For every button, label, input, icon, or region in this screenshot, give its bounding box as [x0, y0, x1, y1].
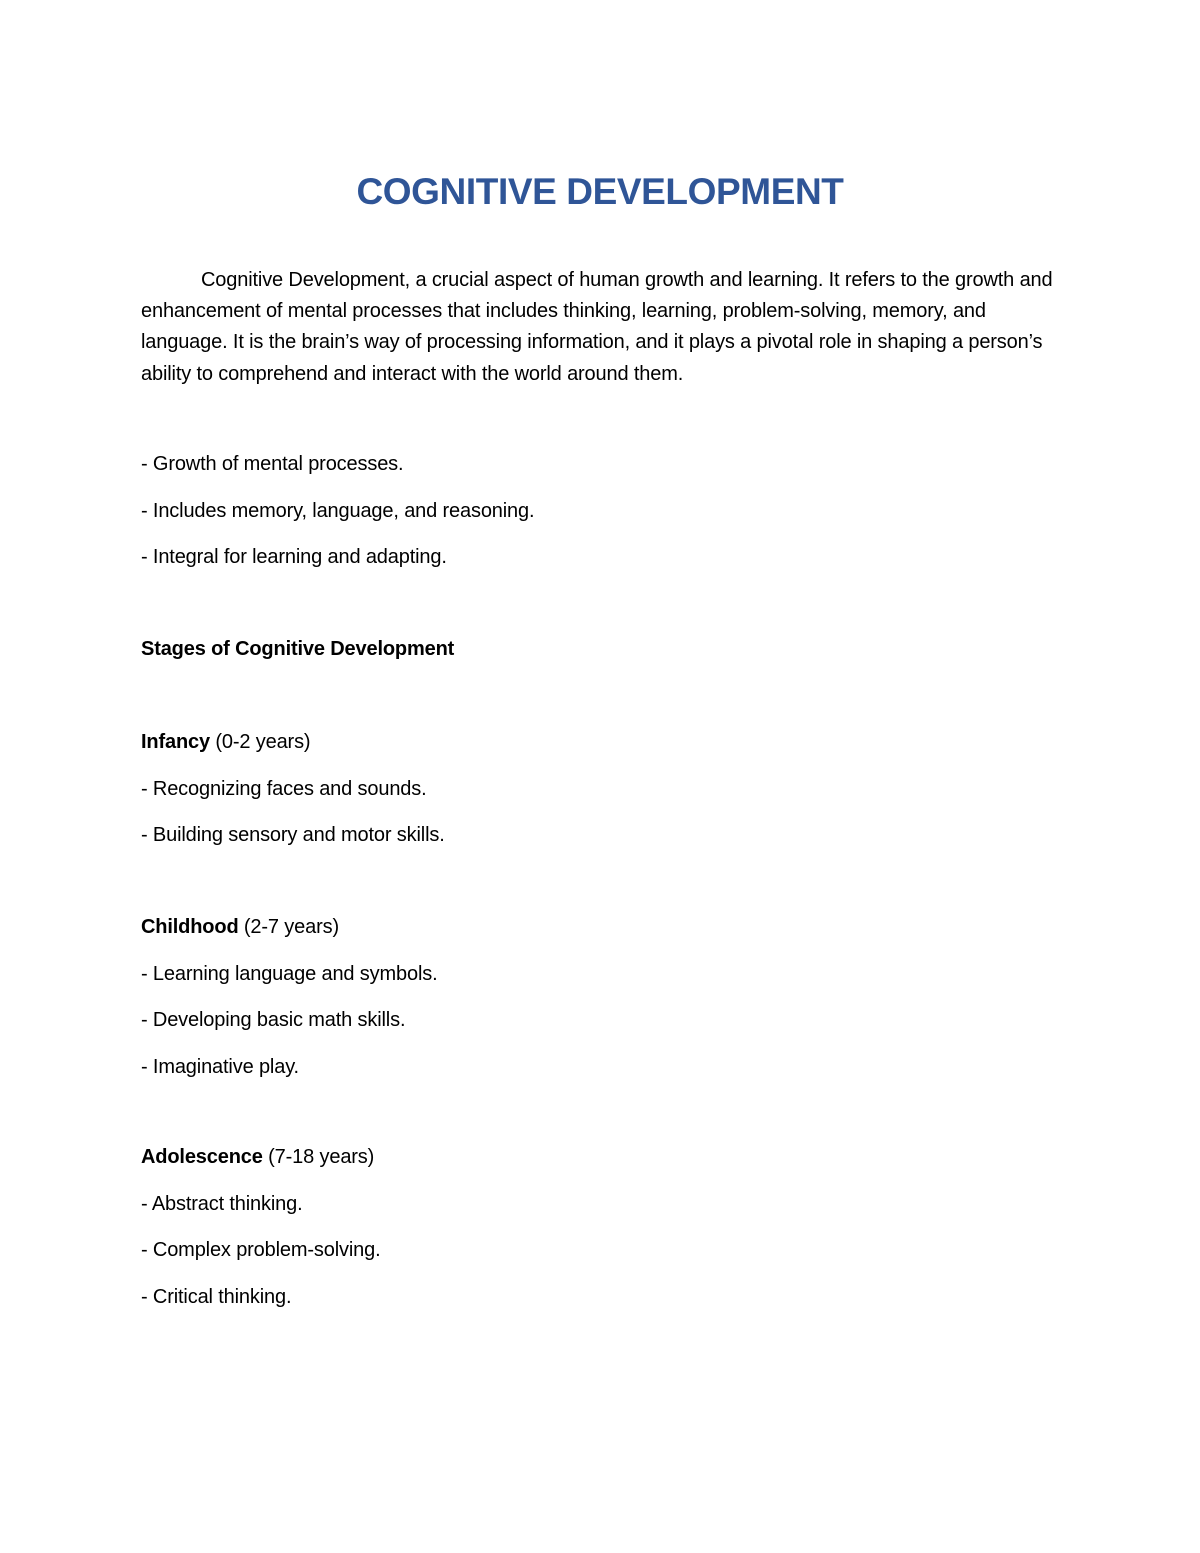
overview-point: - Growth of mental processes.	[141, 453, 404, 475]
document-title: COGNITIVE DEVELOPMENT	[356, 171, 844, 212]
overview-point: - Includes memory, language, and reasoning.	[141, 500, 535, 522]
stage-point: - Complex problem-solving.	[141, 1239, 381, 1261]
stage-point: - Critical thinking.	[141, 1286, 292, 1308]
overview-point: - Integral for learning and adapting.	[141, 546, 447, 568]
stage-age-range: (2-7 years)	[238, 916, 339, 938]
stage-point: - Building sensory and motor skills.	[141, 824, 445, 846]
stage-name: Childhood	[141, 916, 239, 938]
stage-age-range: (0-2 years)	[209, 731, 311, 753]
stage-age-range: (7-18 years)	[262, 1146, 375, 1168]
stages-heading: Stages of Cognitive Development	[141, 638, 455, 660]
stage-heading-adolescence	[141, 1143, 374, 1171]
stage-point: - Recognizing faces and sounds.	[141, 778, 427, 800]
stage-point: - Imaginative play.	[141, 1056, 299, 1078]
stage-heading-infancy	[141, 728, 310, 756]
stage-point: - Developing basic math skills.	[141, 1009, 406, 1031]
intro-paragraph: Cognitive Development, a crucial aspect of human growth and learning. It refers to the growth and enhancement of mental processes that includes thinking, learning, problem-solving, memory, and language. It is the brain’s way of processing information, and it plays a pivotal role in shaping a person’s ability to comprehend and interact with the world around them.	[141, 269, 1053, 385]
stage-point: - Abstract thinking.	[141, 1193, 303, 1215]
stage-heading-childhood	[141, 913, 339, 941]
stage-point: - Learning language and symbols.	[141, 963, 438, 985]
stage-name: Adolescence	[141, 1146, 263, 1168]
stage-name: Infancy	[141, 731, 210, 753]
